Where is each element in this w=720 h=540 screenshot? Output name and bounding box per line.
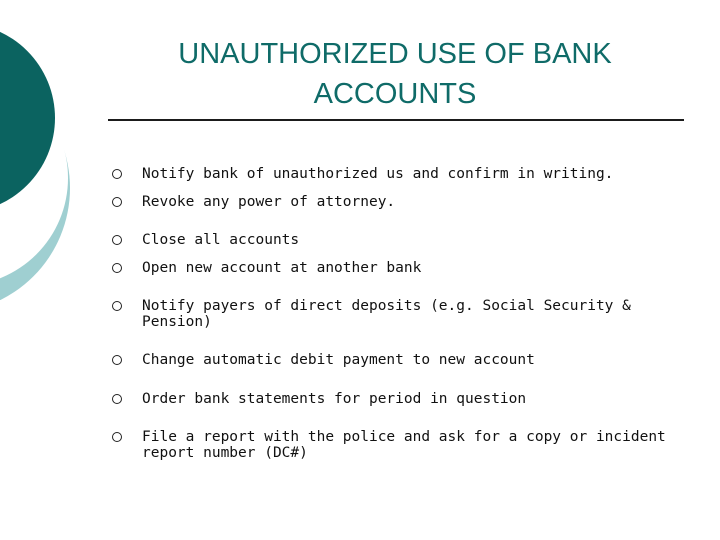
bullet-text: Notify bank of unauthorized us and confirm in writing. bbox=[142, 166, 614, 182]
bullet-marker bbox=[112, 432, 122, 442]
bullet-text: Order bank statements for period in question bbox=[142, 391, 527, 407]
bullet-marker bbox=[112, 301, 122, 311]
bullet-marker bbox=[112, 235, 122, 245]
bullet-text: File a report with the police and ask for a copy or incident report number (DC#) bbox=[142, 429, 666, 461]
bullet-text: Open new account at another bank bbox=[142, 260, 422, 276]
title-divider bbox=[108, 119, 684, 121]
bullet-text: Notify payers of direct deposits (e.g. Social Security & Pension) bbox=[142, 298, 631, 330]
slide-title-line-2: ACCOUNTS bbox=[313, 78, 477, 110]
bullet-text: Change automatic debit payment to new account bbox=[142, 352, 535, 368]
bullet-text: Close all accounts bbox=[142, 232, 300, 248]
bullet-marker bbox=[112, 197, 122, 207]
bullet-marker bbox=[112, 169, 122, 179]
decorative-circles bbox=[0, 0, 120, 300]
slide-title-line-1: UNAUTHORIZED USE OF BANK bbox=[178, 38, 612, 70]
bullet-marker bbox=[112, 355, 122, 365]
bullet-marker bbox=[112, 263, 122, 273]
bullet-marker bbox=[112, 394, 122, 404]
slide-title bbox=[110, 34, 680, 114]
bullet-text: Revoke any power of attorney. bbox=[142, 194, 396, 210]
